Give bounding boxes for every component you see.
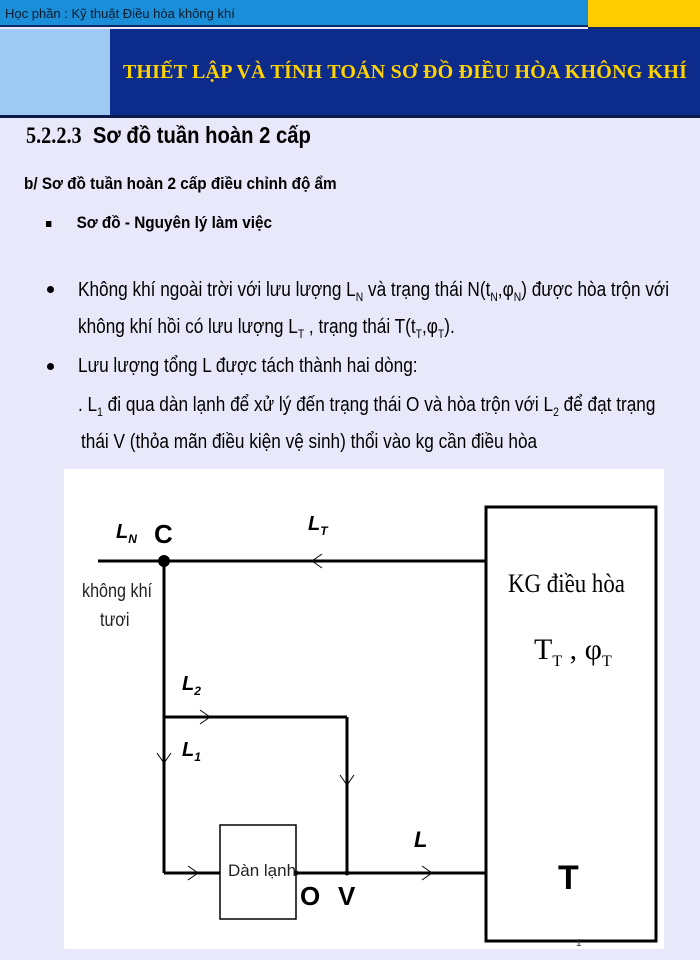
state-o-label: O: [300, 881, 321, 911]
bypass-flow-label: $L_2$: [182, 673, 201, 698]
paragraph-3-line-2: thái V (thỏa mãn điều kiện vệ sinh) thổi vào kg cần điều hòa: [81, 431, 538, 453]
paragraph-2: Lưu lượng tổng L được tách thành hai dòng:: [78, 355, 418, 377]
paragraph-3-line-1: . $L_1$ đi qua dàn lạnh để xử lý đến trạng thái O và hòa trộn với $L_2$ để đạt trạng: [78, 394, 656, 419]
bullet-text: Sơ đồ - Nguyên lý làm việc: [76, 213, 272, 232]
mixing-point-c-label: C: [154, 519, 173, 549]
fresh-air-label-line-1: không khí: [82, 581, 153, 602]
cooling-coil-label: Dàn lạnh: [228, 861, 297, 880]
fresh-air-flow-label: $L_N$: [116, 521, 137, 546]
section-title: Sơ đồ tuần hoàn 2 cấp: [92, 122, 311, 148]
air-circulation-diagram: [64, 469, 664, 949]
state-v-label: V: [338, 881, 356, 911]
total-flow-label: L: [414, 827, 428, 852]
paragraph-1-line-1: Không khí ngoài trời với lưu lượng $L_N$ và trạng thái $N(t_N,\varphi_N)$ được hòa trộn với: [78, 279, 670, 304]
header-accent: [588, 0, 700, 29]
header-divider: [0, 115, 700, 118]
sub-heading: b/ Sơ đồ tuần hoàn 2 cấp điều chỉnh độ ẩm: [24, 174, 337, 193]
bullet-item: [46, 213, 272, 233]
header-left-block: [0, 29, 110, 115]
paragraph-1-line-2: không khí hồi có lưu lượng $L_T$ , trạng thái $T(t_T,\varphi_T)$.: [78, 316, 455, 341]
section-number: 5.2.2.3: [26, 123, 82, 148]
bullet-dot-icon: [47, 286, 54, 293]
room-state-t-label: T: [558, 859, 579, 897]
conditioned-space-title: KG điều hòa: [508, 569, 625, 598]
fresh-air-label-line-2: tươi: [100, 610, 130, 631]
coil-flow-label: $L_1$: [182, 739, 201, 764]
page-number: 1: [576, 938, 582, 949]
room-state-label: $T_T$ , $\varphi_T$: [534, 633, 612, 670]
square-bullet-icon: [46, 221, 51, 227]
section-heading: [26, 122, 311, 149]
course-label: Học phần : Kỹ thuật Điều hòa không khí: [0, 0, 588, 27]
bullet-dot-icon: [47, 363, 54, 370]
title-band: [110, 29, 700, 115]
slide-title: THIẾT LẬP VÀ TÍNH TOÁN SƠ ĐỒ ĐIỀU HÒA KHÔNG KHÍ: [122, 60, 688, 83]
return-air-flow-label: $L_T$: [308, 513, 328, 538]
